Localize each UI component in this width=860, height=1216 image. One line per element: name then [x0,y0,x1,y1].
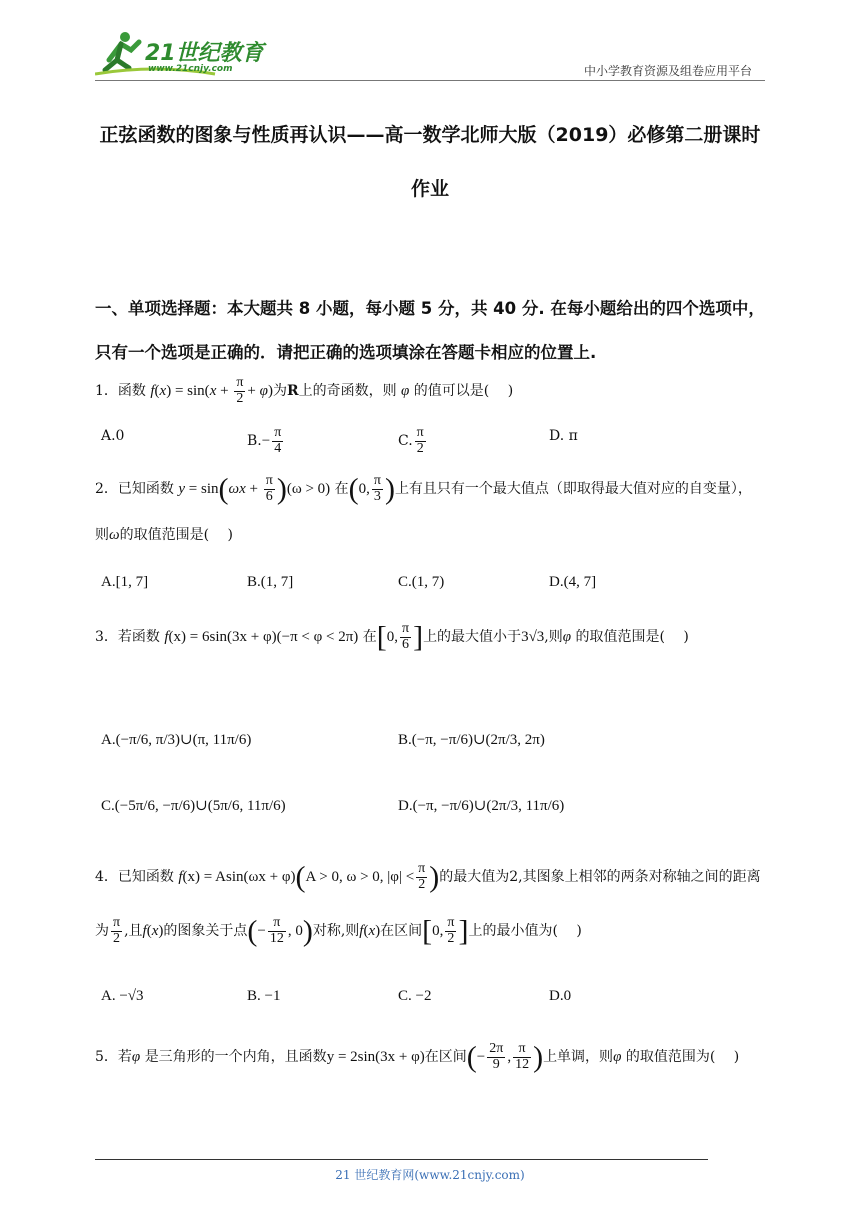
q4-cond: A > 0, ω > 0, |φ| < [305,869,415,885]
q4-pt-den: 12 [269,931,284,947]
q2-frac-num: π [265,473,273,489]
q3-val: 3√3 [521,629,545,645]
q5-frac-b-den: 12 [515,1057,530,1073]
q1-option-a[interactable]: A.0 [101,428,125,444]
q4-option-a[interactable]: A. −√3 [101,988,144,1004]
q5-in: 在区间 [424,1049,467,1065]
q3-int-den: 6 [402,637,410,653]
question-3: 3．若函数 f(x) = 6sin(3x + φ)(−π < φ < 2π) 在[0, $\frac{\pi}{6}$ ]上的最大值小于3√3,则φ 的取值范围是( ) [95,620,689,654]
q1-b-frac [272,426,283,456]
q4-int-frac [445,916,456,946]
header-rule [95,80,765,81]
q2-option-b[interactable]: B.(1, 7] [247,574,294,590]
q2-option-c[interactable]: C.(1, 7) [398,574,445,590]
q3-int-frac [400,622,411,652]
q4-post: 的最大值为2,其图象上相邻的两条对称轴之间的距离为 [95,869,761,939]
q4-pt-num: π [268,916,286,932]
q4-cond-den: 2 [418,877,426,893]
q1-var: x [159,383,167,399]
q1-option-c[interactable] [398,426,428,456]
q2-paren-close: ) [276,472,287,506]
q3-post2: ,则 [544,629,563,645]
q1-formula: f(x) = sin(x + $\frac{\pi}{2}$ + φ) [150,375,273,407]
q2-in: 在 [334,481,349,497]
q1-frac-den: 2 [236,391,244,407]
q5-interval: (− $\frac{2\pi}{9}$ , $\frac{\pi}{12}$ ) [466,1040,544,1074]
q1-option-b[interactable] [247,426,285,456]
q3-int-open: [ [376,620,387,654]
q2-eq: = sin [185,481,219,497]
q5-post: 是三角形的一个内角，且函数 [144,1049,327,1065]
question-number: 4． [95,869,118,885]
q2-plus: + [245,481,262,497]
q4-option-d[interactable]: D.0 [549,988,572,1004]
q4-dist-num: π [113,914,121,930]
q5-frac-a [487,1042,505,1072]
q2-x: x [239,481,246,497]
q3-post3: 的取值范围是( ) [575,629,689,645]
q3-formula: f(x) = 6sin(3x + φ)(−π < φ < 2π) [164,629,359,645]
q5-expr: y = 2sin(3x + φ) [326,1049,425,1065]
q4-cond-frac [416,862,427,892]
q1-b-num: π [274,425,282,440]
q4-option-c[interactable]: C. −2 [398,988,432,1004]
q5-pre: 若 [117,1049,132,1065]
q4-pt-minus: − [257,923,266,939]
q3-int-num: π [401,621,410,637]
question-number: 3． [95,629,118,645]
q4-pt-frac [268,916,286,946]
q4-post2: ,且 [124,923,143,939]
q4-dist-frac [111,916,122,946]
q2-option-d[interactable]: D.(4, 7] [549,574,597,590]
header-right-text: 中小学教育资源及组卷应用平台 [583,64,752,78]
q1-option-d[interactable]: D. π [549,428,578,444]
question-2 [95,466,765,558]
q2-frac [264,474,275,504]
q3-option-a[interactable]: A.(−π/6, π/3)∪(π, 11π/6) [101,732,252,748]
q1-post2: 上的奇函数，则 [298,383,397,399]
q3-pre: 若函数 [117,629,160,645]
q2-int-frac [372,474,383,504]
q2-frac-den: 6 [265,489,273,505]
q5-post2: 上单调，则 [543,1049,614,1065]
q2-paren-open: ( [218,472,229,506]
q1-eqsin: ) = sin( [166,383,210,399]
q3-in: 在 [362,629,377,645]
page-title: 正弦函数的图象与性质再认识——高一数学北师大版（2019）必修第二册课时作业 [99,124,761,200]
q2-zero: 0, [358,481,370,497]
q2-int-open: ( [348,472,359,506]
q3-expr: (x) = 6sin(3x + φ)(−π < φ < 2π) [168,629,359,645]
q4-post6: 上的最小值为( ) [468,923,582,939]
q2-post: 上有且只有一个最大值点（即取得最大值对应的自变量），则 [95,481,752,543]
q2-int-close: ) [384,472,395,506]
page-header [0,0,860,90]
q1-frac [234,376,245,406]
q3-option-b[interactable]: B.(−π, −π/6)∪(2π/3, 2π) [398,732,545,748]
q4-cond-open: ( [295,860,306,894]
q2-post2: 的取值范围是( ) [119,527,233,543]
q4-dist-den: 2 [113,930,121,946]
q5-post3: 的取值范围为( ) [625,1049,740,1065]
q1-plus: + [216,383,233,399]
q3-options-cd [95,788,765,828]
q3-post: 上的最大值小于 [423,629,522,645]
q4-option-b[interactable]: B. −1 [247,988,281,1004]
q5-frac-a-num: 2π [489,1041,504,1057]
q4-expr: (x) = Asin(ωx + φ) [182,869,296,885]
q1-c-frac [415,426,426,456]
q5-frac-b-num: π [513,1042,531,1058]
question-4: 4．已知函数 f(x) = Asin(ωx + φ)(A > 0, ω > 0, |φ| < $\frac{\pi}{2}$ )的最大值为2,其图象上相邻的两条对称轴之间的距离为 $\frac{\pi}{2}$ ,且f(x)的图象关于点(− $\frac{\pi}{12}$ , 0)对称,则f(x)在区间[0, $\frac{\pi}{2}$ ]上的最小值为( ) [95,860,761,948]
q1-phi2: φ [401,383,410,399]
q4-point: (− $\frac{\pi}{12}$ , 0) [247,914,313,948]
q2-cond: (ω > 0) [286,481,331,497]
q5-phi: φ [131,1049,141,1065]
q5-int-minus: − [476,1049,486,1065]
question-number: 1． [95,383,118,399]
q4-pre: 已知函数 [117,869,174,885]
q2-option-a[interactable]: A.[1, 7] [101,574,149,590]
q4-int-den: 2 [447,931,455,947]
q4-interval: [0, $\frac{\pi}{2}$ ] [422,914,469,948]
q4-post4: 对称,则 [312,923,360,939]
logo-text: 21世纪教育 [145,41,264,66]
q1-b-den: 4 [274,440,282,456]
question-number: 5． [95,1049,118,1065]
q2-formula [178,472,331,506]
q4-cond-close: ) [429,860,440,894]
q4-formula: f(x) = Asin(ωx + φ)(A > 0, ω > 0, |φ| < $\frac{\pi}{2}$ ) [178,860,440,894]
q1-pre: 函数 [117,383,146,399]
q2-omega2: ω [109,527,120,543]
section-heading: 一、单项选择题：本大题共 8 小题，每小题 5 分，共 40 分. 在每小题给出的四个选项中，只有一个选项是正确的．请把正确的选项填涂在答题卡相应的位置上. [95,299,765,362]
q1-c-num: π [416,425,424,440]
q3-options-ab [95,722,765,762]
q1-post3: 的值可以是( ) [413,383,514,399]
q3-zero: 0, [386,629,398,645]
q4-int-zero: 0, [432,923,444,939]
q4-post5: 在区间 [380,923,423,939]
q3-interval [376,620,424,654]
q1-b-label: B. [247,433,262,450]
question-number: 2． [95,481,118,497]
footer-rule [95,1159,708,1160]
q5-frac-a-den: 9 [492,1057,500,1073]
page-footer[interactable]: 21 世纪教育网(www.21cnjy.com) [335,1168,525,1182]
q1-R: R [286,383,299,399]
q4-cond-num: π [418,861,426,877]
q3-option-d[interactable]: D.(−π, −π/6)∪(2π/3, 11π/6) [398,798,565,814]
q1-phi: φ [259,383,268,399]
question-1 [95,368,765,414]
q3-option-c[interactable]: C.(−5π/6, −π/6)∪(5π/6, 11π/6) [101,798,286,814]
q1-c-label: C. [398,433,413,450]
q2-omega: ω [228,481,240,497]
q1-options [95,418,765,458]
q4-pt-zero: , 0 [287,923,303,939]
q5-phi2: φ [613,1049,622,1065]
q1-frac-num: π [236,375,244,391]
q4-options [95,980,765,1020]
q1-b-minus: − [261,433,271,450]
q2-y: y [178,481,186,497]
q2-pre: 已知函数 [117,481,174,497]
q1-f: f [150,383,155,399]
question-5 [95,1030,765,1084]
q2-int-den: 3 [373,489,381,505]
q2-int-num: π [373,473,381,489]
q1-post: 为 [272,383,287,399]
q4-int-num: π [447,915,455,931]
logo-url: www.21cnjy.com [148,64,233,74]
q4-post3: 的图象关于点 [163,923,248,939]
q3-int-close: ] [413,620,424,654]
q2-options [95,566,765,606]
q1-c-den: 2 [416,440,424,456]
q2-interval [348,472,395,506]
q1-x: x [209,383,217,399]
q5-frac-b [513,1042,531,1072]
